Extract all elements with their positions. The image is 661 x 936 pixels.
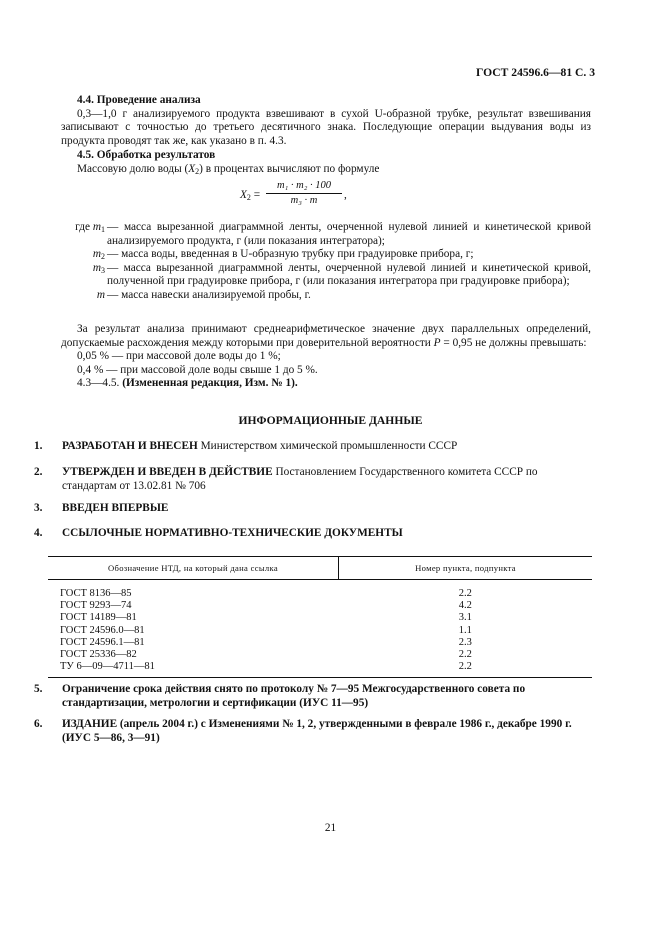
- info-item-bold: УТВЕРЖДЕН И ВВЕДЕН В ДЕЙСТВИЕ: [62, 466, 273, 478]
- section-4-5: [61, 149, 591, 176]
- info-item-text: ИЗДАНИЕ (апрель 2004 г.) с Изменениями № 1, 2, утвержденными в феврале 1986 г., декабре 1990 г. (ИУС 5—86, 3—91): [62, 718, 572, 744]
- result-before: За результат анализа принимают среднеарифметическое значение двух параллельных определений, допускаемые расхождения между которыми при доверительной вероятности: [61, 323, 591, 349]
- table-cell-clause: 1.1: [458, 624, 472, 636]
- formula-fraction: [266, 180, 342, 207]
- result-symbol: P: [433, 336, 441, 349]
- definition-term: [61, 221, 105, 235]
- info-item-rest: Министерством химической промышленности СССР: [197, 440, 458, 452]
- info-item-4: [34, 527, 588, 541]
- definition-term: [61, 262, 105, 276]
- table-cell-clause: 4.2: [458, 600, 472, 612]
- table-cell-designation: ГОСТ 24596.1—81: [60, 636, 145, 648]
- table-cell-designation: ГОСТ 25336—82: [60, 649, 137, 661]
- definition-term: [61, 248, 105, 262]
- info-item: [34, 466, 588, 493]
- limit-item: 0,05 % — при массовой доле воды до 1 %;: [77, 350, 281, 363]
- result-after: = 0,95 не должны превышать:: [440, 336, 587, 349]
- page-header-standard-ref: ГОСТ 24596.6—81 С. 3: [476, 66, 595, 79]
- amendment-range: 4.3—4.5.: [77, 377, 120, 390]
- section-title: 4.4. Проведение анализа: [77, 94, 201, 106]
- definitions-list: [61, 221, 591, 303]
- definition-item: [61, 289, 591, 303]
- info-item-num: 4.: [34, 527, 43, 539]
- table-row: [48, 637, 592, 649]
- definition-sub: 2: [101, 252, 105, 262]
- table-cell-designation: ГОСТ 14189—81: [60, 612, 137, 624]
- info-item: [34, 718, 588, 745]
- table-row: [48, 625, 592, 637]
- definition-text: масса навески анализируемой пробы, г.: [121, 288, 311, 301]
- definition-dash: —: [107, 221, 119, 233]
- definition-symbol: m: [96, 288, 105, 301]
- table-row: [48, 661, 592, 678]
- amendment-note: [61, 377, 591, 391]
- definition-dash: —: [107, 261, 119, 274]
- info-item-rest: Постановлением Государственного комитета СССР по стандартам от 13.02.81 № 706: [62, 466, 538, 492]
- info-item-3: [34, 502, 588, 516]
- table-cell-clause: 2.2: [458, 588, 472, 599]
- section-intro: [61, 163, 591, 177]
- table-header-row: [48, 557, 592, 580]
- definition-item: [61, 262, 591, 289]
- definition-dash: —: [107, 248, 119, 261]
- info-section-title: ИНФОРМАЦИОННЫЕ ДАННЫЕ: [238, 414, 423, 427]
- formula-lhs-symbol: X: [240, 189, 247, 201]
- formula-numerator: m₁ · m₂ · 100: [266, 180, 342, 194]
- info-item-num: 1.: [34, 440, 43, 452]
- info-item-num: 2.: [34, 466, 43, 478]
- definition-text: масса вырезанной диаграммной ленты, очерченной нулевой линией и кинетической кривой анализируемого продукта, г (или показания интегратора);: [107, 221, 591, 247]
- table-cell-clause: 2.2: [458, 661, 472, 673]
- definition-lead: где: [75, 221, 90, 233]
- table-row: [48, 612, 592, 624]
- table-header-clause: Номер пункта, подпункта: [415, 562, 516, 573]
- info-item-text: Ограничение срока действия снято по протоколу № 7—95 Межгосударственного совета по стандартизации, метрологии и сертификации (ИУС 11—95): [62, 683, 526, 709]
- info-item-num: 3.: [34, 502, 43, 514]
- table-cell-designation: ГОСТ 8136—85: [60, 588, 132, 599]
- intro-symbol-sub: 2: [195, 166, 200, 176]
- amendment-text: (Измененная редакция, Изм. № 1).: [122, 377, 298, 390]
- table-row: [48, 580, 592, 601]
- info-item-6: [34, 718, 588, 745]
- definition-text: масса вырезанной диаграммной ленты, очерченной нулевой линией и кинетической кривой, полученной при градуировке прибора, г (или показания интегратора при градуировке прибора);: [107, 261, 591, 288]
- section-title: 4.5. Обработка результатов: [77, 149, 216, 161]
- table-cell-clause: 3.1: [458, 612, 472, 624]
- info-item-2: [34, 466, 588, 493]
- definition-dash: —: [107, 288, 119, 301]
- info-item-5: [34, 683, 588, 710]
- definition-symbol: m: [92, 248, 101, 261]
- definition-item: [61, 221, 591, 248]
- intro-before: Массовую долю воды (: [77, 162, 189, 175]
- info-item: [34, 502, 588, 516]
- info-item-num: 6.: [34, 718, 43, 730]
- definition-symbol: m: [92, 221, 101, 233]
- info-item-bold: РАЗРАБОТАН И ВНЕСЕН: [62, 440, 198, 452]
- table-cell-clause: 2.2: [458, 649, 472, 661]
- info-item-1: [34, 440, 588, 454]
- table-cell-designation: ГОСТ 9293—74: [60, 600, 132, 612]
- definition-term: [61, 289, 105, 303]
- formula-denominator: m₃ · m: [290, 195, 318, 206]
- section-4-4: [61, 94, 591, 148]
- formula-lhs-sub: 2: [246, 193, 251, 202]
- table-row: [48, 600, 592, 612]
- definition-symbol: m: [92, 261, 101, 274]
- formula-trailing: ,: [344, 189, 347, 201]
- result-paragraph: [61, 323, 591, 391]
- definition-text: масса воды, введенная в U-образную трубку при градуировке прибора, г;: [121, 248, 474, 261]
- info-item-bold: ВВЕДЕН ВПЕРВЫЕ: [62, 502, 169, 514]
- definition-item: [61, 248, 591, 262]
- table-cell-designation: ТУ 6—09—4711—81: [60, 661, 155, 673]
- intro-symbol: X: [188, 162, 196, 175]
- formula-equals: =: [253, 189, 261, 201]
- formula-lhs: [240, 189, 260, 203]
- definition-sub: 1: [101, 225, 105, 234]
- table-row: [48, 649, 592, 661]
- page-number: 21: [324, 822, 337, 834]
- info-item-num: 5.: [34, 683, 43, 695]
- definition-sub: 3: [101, 265, 105, 275]
- info-item: [34, 440, 588, 454]
- formula: [240, 180, 400, 210]
- info-item-bold: ССЫЛОЧНЫЕ НОРМАТИВНО-ТЕХНИЧЕСКИЕ ДОКУМЕНТЫ: [62, 527, 403, 539]
- intro-after: ) в процентах вычисляют по формуле: [199, 162, 380, 175]
- section-text: 0,3—1,0 г анализируемого продукта взвешивают в сухой U-образной трубке, результат взвешивания записывают с точностью до третьего десятичного знака. Последующие операции выдувания воды из продукта проводят так же, как указано в п. 4.3.: [61, 107, 591, 147]
- table-header-designation: Обозначение НТД, на который дана ссылка: [48, 557, 339, 580]
- table-cell-clause: 2.3: [458, 636, 472, 648]
- limit-item: 0,4 % — при массовой доле воды свыше 1 до 5 %.: [77, 363, 318, 376]
- info-item: [34, 683, 588, 710]
- info-item: [34, 527, 588, 541]
- reference-documents-table: [48, 556, 592, 678]
- result-text: [61, 323, 591, 350]
- table-cell-designation: ГОСТ 24596.0—81: [60, 624, 145, 636]
